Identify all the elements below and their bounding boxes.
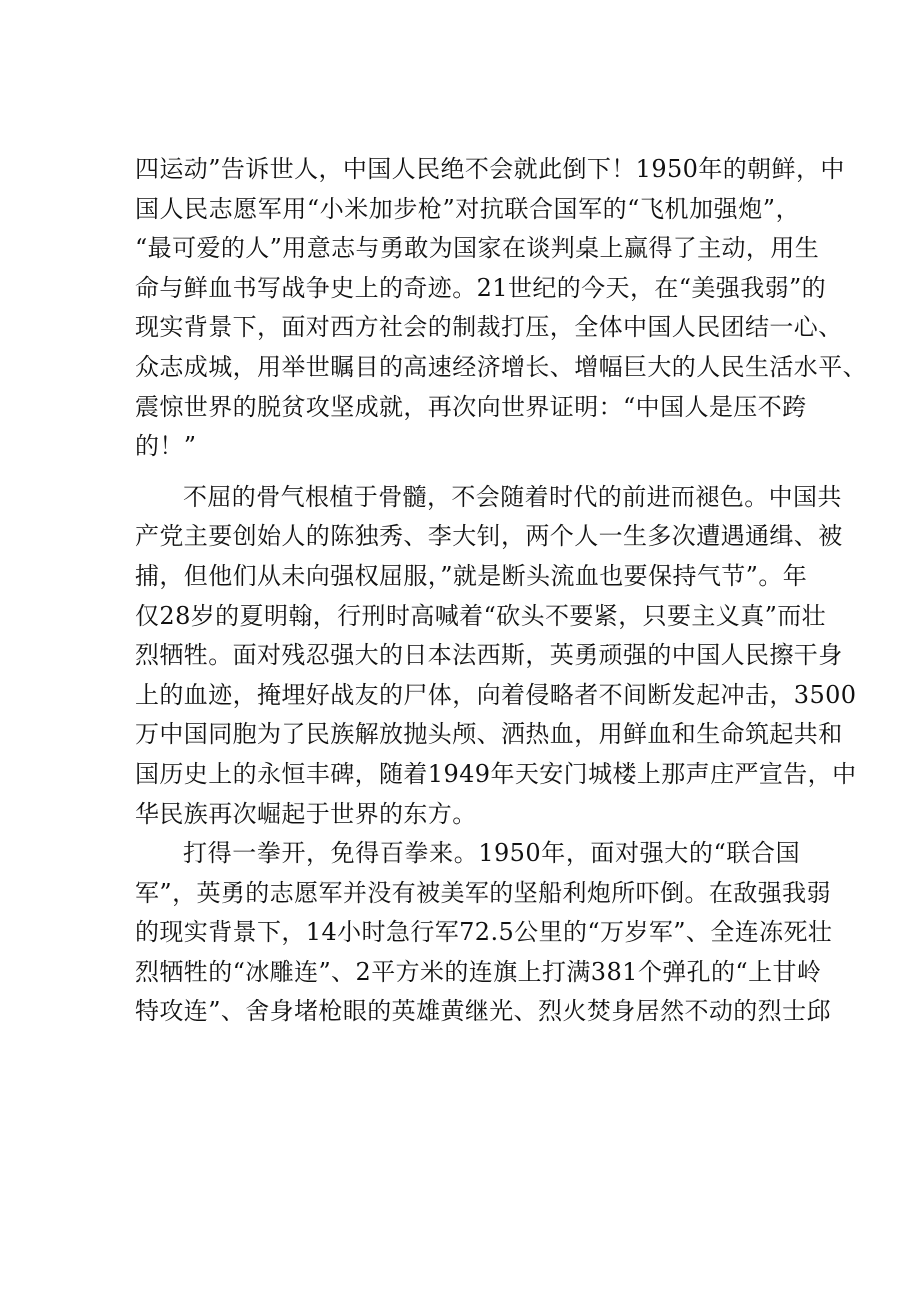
text-line: 产党主要创始人的陈独秀、李大钊，两个人一生多次遭遇通缉、被 (135, 522, 843, 551)
text-line: 四运动”告诉世人，中国人民绝不会就此倒下！1950年的朝鲜，中 (135, 155, 845, 183)
text-line: 军”，英勇的志愿军并没有被美军的坚船利炮所吓倒。在敌强我弱 (135, 878, 831, 907)
text-line: 震惊世界的脱贫攻坚成就，再次向世界证明：“中国人是压不跨 (135, 392, 807, 421)
text-line-indented: 不屈的骨气根植于骨髓，不会随着时代的前进而褪色。中国共 (183, 482, 842, 511)
text-line: 众志成城，用举世瞩目的高速经济增长、增幅巨大的人民生活水平、 (135, 352, 867, 381)
text-line: 仅28岁的夏明翰，行刑时高喊着“砍头不要紧，只要主义真”而壮 (135, 601, 827, 630)
text-line: 上的血迹，掩埋好战友的尸体，向着侵略者不间断发起冲击，3500 (135, 680, 857, 709)
text-line: 万中国同胞为了民族解放抛头颅、洒热血，用鲜血和生命筑起共和 (135, 720, 843, 749)
paragraph-spacer (135, 467, 800, 478)
text-line: 华民族再次崛起于世界的东方。 (135, 799, 477, 828)
text-line: “最可爱的人”用意志与勇敢为国家在谈判桌上赢得了主动，用生 (135, 234, 820, 263)
text-line: 的现实背景下，14小时急行军72.5公里的“万岁军”、全连冻死壮 (135, 918, 833, 947)
document-body (135, 150, 867, 1032)
text-line: 国历史上的永恒丰碑，随着1949年天安门城楼上那声庄严宣告，中 (135, 759, 857, 788)
paragraph-2 (135, 478, 857, 834)
text-line: 命与鲜血书写战争史上的奇迹。21世纪的今天，在“美强我弱”的 (135, 273, 827, 302)
paragraph-3 (135, 834, 833, 1032)
text-line: 烈牺牲。面对残忍强大的日本法西斯，英勇顽强的中国人民擦干身 (135, 641, 843, 670)
text-line: 特攻连”、舍身堵枪眼的英雄黄继光、烈火焚身居然不动的烈士邱 (135, 997, 831, 1026)
text-line: 的！” (135, 432, 197, 461)
text-line-indented: 打得一拳开，免得百拳来。1950年，面对强大的“联合国 (183, 839, 800, 868)
text-line: 烈牺牲的“冰雕连”、2平方米的连旗上打满381个弹孔的“上甘岭 (135, 957, 822, 986)
paragraph-1 (135, 150, 867, 467)
text-line: 捕，但他们从未向强权屈服，”就是断头流血也要保持气节”。年 (135, 561, 808, 590)
text-line: 国人民志愿军用“小米加步枪”对抗联合国军的“飞机加强炮”， (135, 194, 800, 223)
text-line: 现实背景下，面对西方社会的制裁打压，全体中国人民团结一心、 (135, 313, 843, 342)
